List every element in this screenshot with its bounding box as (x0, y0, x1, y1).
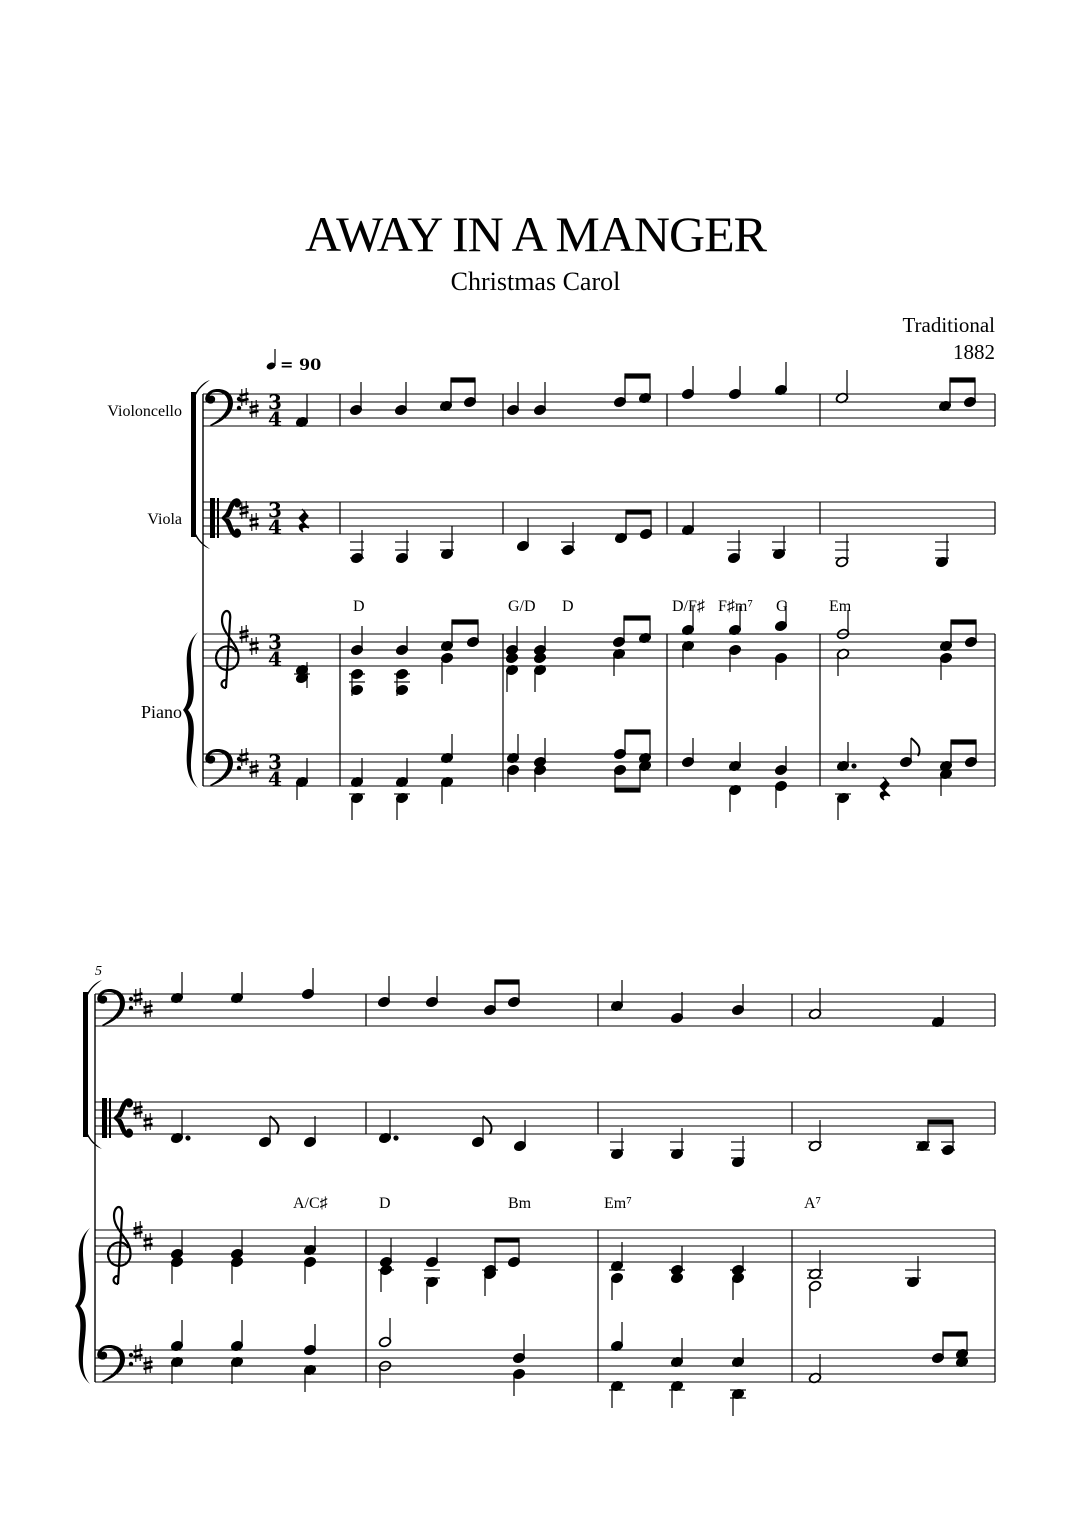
barlines (366, 994, 995, 1382)
score-subtitle: Christmas Carol (450, 267, 621, 296)
piano-brace (183, 632, 198, 788)
svg-text:D: D (562, 598, 574, 615)
cello-notes-2 (170, 968, 944, 1028)
svg-text:Em⁷: Em⁷ (604, 1195, 632, 1212)
viola-notes-2 (170, 1110, 955, 1168)
staff-lines (95, 994, 995, 1382)
piano-bass-notes-2 (170, 1318, 968, 1416)
bass-clef-icon (205, 389, 241, 426)
svg-text:4: 4 (268, 407, 282, 431)
svg-text:G/D: G/D (508, 598, 536, 615)
instrument-label-cello: Violoncello (107, 403, 182, 420)
svg-text:Bm: Bm (508, 1195, 532, 1212)
barlines (340, 394, 995, 786)
piano-bass-notes-1 (295, 730, 977, 820)
piano-brace (75, 1228, 90, 1384)
svg-text:4: 4 (268, 767, 282, 791)
instrument-label-viola: Viola (147, 511, 182, 528)
svg-text:F♯m⁷: F♯m⁷ (718, 598, 753, 615)
treble-clef-icon (216, 611, 239, 688)
bass-clef-icon (97, 989, 133, 1026)
time-signatures (268, 390, 282, 791)
tempo-text: = 90 (280, 355, 322, 374)
svg-text:D: D (353, 598, 365, 615)
ensemble-bracket (191, 380, 210, 549)
svg-text:4: 4 (268, 647, 282, 671)
composition-year: 1882 (953, 340, 995, 364)
chord-symbols-1 (353, 598, 852, 615)
svg-text:A/C♯: A/C♯ (293, 1195, 328, 1212)
tempo-marking (266, 349, 322, 374)
system-1 (183, 362, 995, 820)
svg-text:D/F♯: D/F♯ (672, 598, 705, 615)
score-title: AWAY IN A MANGER (304, 206, 767, 262)
svg-text:A⁷: A⁷ (804, 1195, 822, 1212)
treble-clef-icon (108, 1207, 131, 1284)
svg-text:3: 3 (268, 750, 282, 774)
bass-clef-icon (205, 749, 241, 786)
chord-symbols-2 (293, 1195, 821, 1212)
instrument-label-piano: Piano (140, 702, 182, 722)
piano-treble-notes-1 (294, 602, 978, 696)
viola-notes (299, 502, 949, 568)
system-2 (75, 964, 995, 1416)
svg-text:4: 4 (268, 515, 282, 539)
measure-number: 5 (95, 964, 102, 979)
staff-lines (203, 394, 995, 786)
svg-text:D: D (379, 1195, 391, 1212)
svg-text:G: G (776, 598, 788, 615)
svg-text:3: 3 (268, 498, 282, 522)
composer-credit: Traditional (902, 313, 995, 337)
svg-text:3: 3 (268, 630, 282, 654)
svg-text:3: 3 (268, 390, 282, 414)
bass-clef-icon (97, 1345, 133, 1382)
ensemble-bracket (83, 980, 102, 1149)
svg-text:Em: Em (829, 598, 852, 615)
